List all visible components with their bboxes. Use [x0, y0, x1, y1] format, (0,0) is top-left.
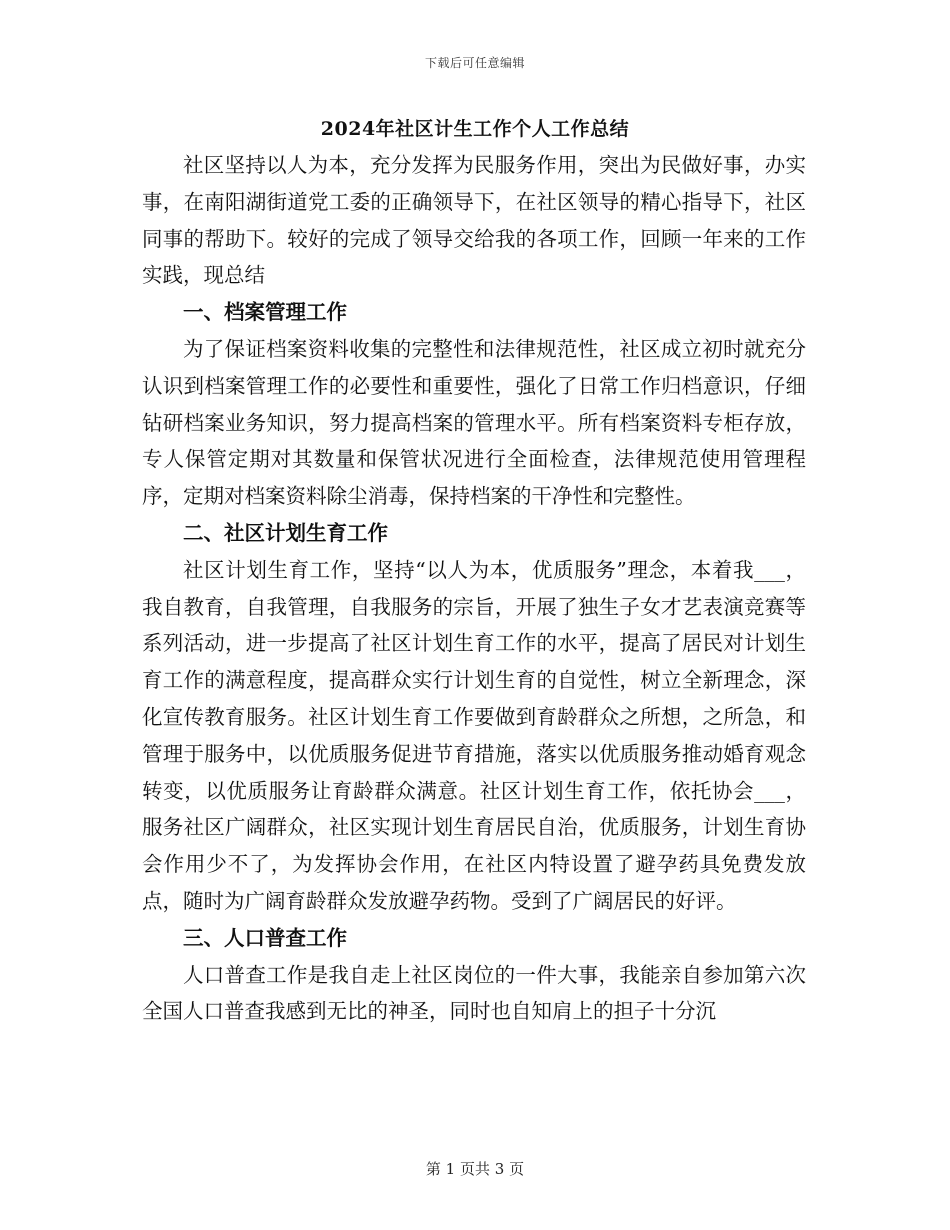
section-paragraph-census: 人口普查工作是我自走上社区岗位的一件大事，我能亲自参加第六次全国人口普查我感到无比的神圣，同时也自知肩上的担子十分沉	[142, 962, 806, 1024]
section-heading-family-planning: 二、社区计划生育工作	[183, 520, 388, 545]
section-heading-archives: 一、档案管理工作	[183, 300, 347, 325]
running-header: 下载后可任意编辑	[424, 56, 525, 70]
document-body	[142, 147, 806, 1030]
section-heading-census: 三、人口普查工作	[183, 925, 347, 950]
intro-paragraph: 社区坚持以人为本，充分发挥为民服务作用，突出为民做好事，办实事，在南阳湖街道党工委的正确领导下，在社区领导的精心指导下，社区同事的帮助下。较好的完成了领导交给我的各项工作，回顾一年来的工作实践，现总结	[142, 153, 806, 288]
section-paragraph-archives: 为了保证档案资料收集的完整性和法律规范性，社区成立初时就充分认识到档案管理工作的必要性和重要性，强化了日常工作归档意识，仔细钻研档案业务知识，努力提高档案的管理水平。所有档案资料专柜存放，专人保管定期对其数量和保管状况进行全面检查，法律规范使用管理程序，定期对档案资料除尘消毒，保持档案的干净性和完整性。	[142, 336, 806, 509]
document-title: 2024年社区计生工作个人工作总结	[320, 118, 630, 140]
page-indicator: 第 1 页共 3 页	[425, 1160, 525, 1178]
section-paragraph-family-planning: 社区计划生育工作，坚持“以人为本，优质服务”理念，本着我___，我自教育，自我管理，自我服务的宗旨，开展了独生子女才艺表演竞赛等系列活动，进一步提高了社区计划生育工作的水平，提高了居民对计划生育工作的满意程度，提高群众实行计划生育的自觉性，树立全新理念，深化宣传教育服务。社区计划生育工作要做到育龄群众之所想，之所急，和管理于服务中，以优质服务促进节育措施，落实以优质服务推动婚育观念转变，以优质服务让育龄群众满意。社区计划生育工作，依托协会___，服务社区广阔群众，社区实现计划生育居民自治，优质服务，计划生育协会作用少不了，为发挥协会作用，在社区内特设置了避孕药具免费发放点，随时为广阔育龄群众发放避孕药物。受到了广阔居民的好评。	[142, 557, 806, 913]
